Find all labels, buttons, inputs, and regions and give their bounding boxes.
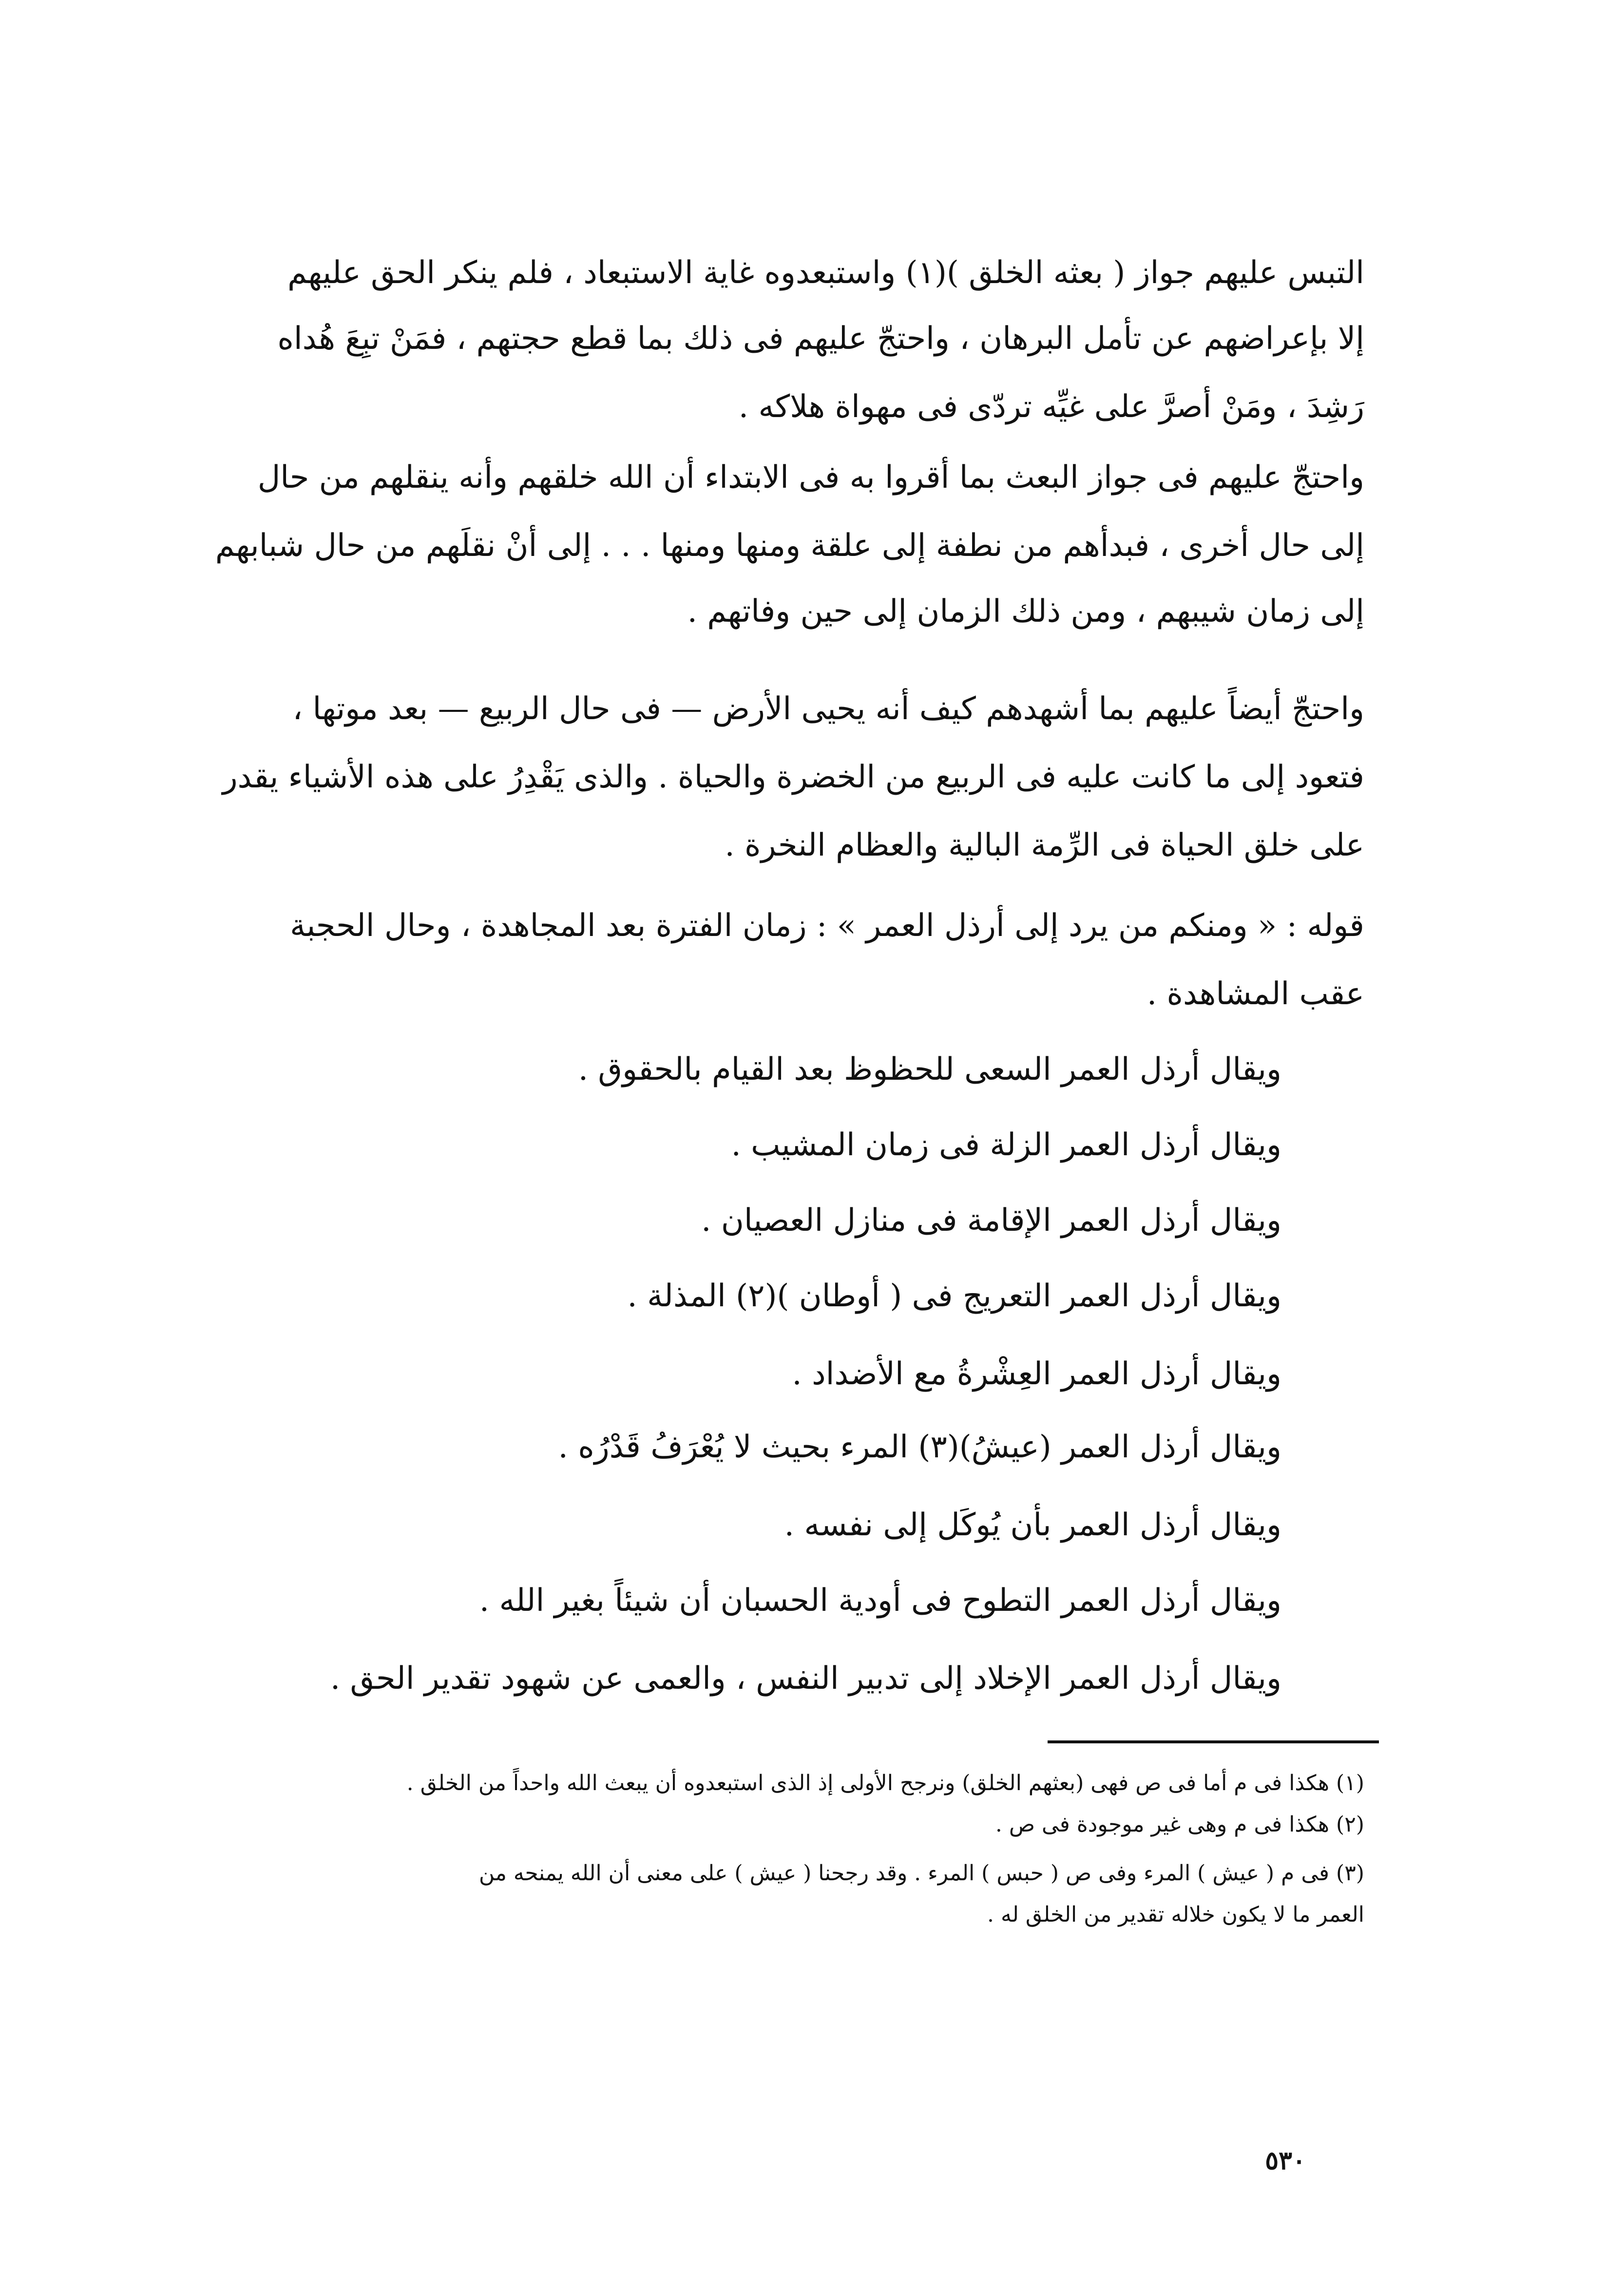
- paragraph-2-line-1: واحتجّ عليهم فى جواز البعث بما أقروا به فى الابتداء أن الله خلقهم وأنه ينقلهم من حال: [257, 459, 1364, 496]
- saying-text: ويقال أرذل العمر بأن يُوكَل إلى نفسه .: [784, 1507, 1281, 1543]
- saying-item-6: [312, 1420, 1364, 1474]
- footnote-2: (٢) هكذا فى م وهى غير موجودة فى ص .: [995, 1812, 1364, 1837]
- saying-item-8: [312, 1574, 1364, 1627]
- saying-item-3: [312, 1194, 1364, 1247]
- saying-item-5: [312, 1347, 1364, 1401]
- paragraph-4-line-2: عقب المشاهدة .: [1146, 976, 1364, 1012]
- saying-text: ويقال أرذل العمر (عيشُ)(٣) المرء بحيث لا يُعْرَفُ قَدْرُه .: [558, 1429, 1281, 1465]
- paragraph-1-line-2: إلا بإعراضهم عن تأمل البرهان ، واحتجّ عليهم فى ذلك بما قطع حجتهم ، فمَنْ تبِعَ هُداه: [277, 321, 1364, 357]
- paragraph-4-line-1: قوله : « ومنكم من يرد إلى أرذل العمر » : زمان الفترة بعد المجاهدة ، وحال الحجبة: [290, 908, 1364, 944]
- saying-item-1: [312, 1043, 1364, 1096]
- paragraph-2-line-2: إلى حال أخرى ، فبدأهم من نطفة إلى علقة ومنها ومنها . . . إلى أنْ نقلَهم من حال شبابهم: [215, 528, 1364, 564]
- paragraph-3-line-3: على خلق الحياة فى الرِّمة البالية والعظام النخرة .: [725, 827, 1364, 863]
- saying-text: ويقال أرذل العمر الإخلاد إلى تدبير النفس ، والعمى عن شهود تقدير الحق .: [330, 1661, 1281, 1697]
- paragraph-2-line-3: إلى زمان شيبهم ، ومن ذلك الزمان إلى حين وفاتهم .: [687, 593, 1364, 630]
- saying-text: ويقال أرذل العمر التعريج فى ( أوطان )(٢) المذلة .: [627, 1278, 1281, 1314]
- paragraph-1-line-1: التبس عليهم جواز ( بعثه الخلق )(١) واستبعدوه غاية الاستبعاد ، فلم ينكر الحق عليهم: [287, 255, 1364, 291]
- footnote-3-continuation: العمر ما لا يكون خلاله تقدير من الخلق له .: [987, 1902, 1364, 1927]
- saying-item-9: [312, 1652, 1364, 1705]
- saying-item-7: [312, 1498, 1364, 1552]
- saying-text: ويقال أرذل العمر التطوح فى أودية الحسبان أن شيئاً بغير الله .: [479, 1583, 1281, 1619]
- page-number: ٥٣٠: [1265, 2146, 1306, 2176]
- footnote-1: (١) هكذا فى م أما فى ص فهى (بعثهم الخلق) ونرجح الأولى إذ الذى استبعدوه أن يبعث الله واحداً من الخلق .: [406, 1771, 1364, 1795]
- paragraph-3-line-2: فتعود إلى ما كانت عليه فى الربيع من الخضرة والحياة . والذى يَقْدِرُ على هذه الأشياء يقدر: [222, 759, 1364, 795]
- saying-item-4: [312, 1269, 1364, 1323]
- saying-item-2: [312, 1118, 1364, 1172]
- footnote-3: (٣) فى م ( عيش ) المرء وفى ص ( حبس ) المرء . وقد رجحنا ( عيش ) على معنى أن الله يمنحه من: [478, 1861, 1364, 1886]
- paragraph-1-line-3: رَشِدَ ، ومَنْ أصرَّ على غيِّه تردّى فى مهواة هلاكه .: [738, 389, 1364, 425]
- paragraph-3-line-1: واحتجّ أيضاً عليهم بما أشهدهم كيف أنه يحيى الأرض — فى حال الربيع — بعد موتها ،: [292, 691, 1364, 727]
- saying-text: ويقال أرذل العمر الزلة فى زمان المشيب .: [731, 1127, 1281, 1163]
- saying-text: ويقال أرذل العمر السعى للحظوظ بعد القيام بالحقوق .: [578, 1051, 1281, 1088]
- saying-text: ويقال أرذل العمر الإقامة فى منازل العصيان .: [701, 1203, 1281, 1239]
- footnote-separator: [1048, 1740, 1379, 1743]
- saying-text: ويقال أرذل العمر العِشْرةُ مع الأضداد .: [792, 1356, 1281, 1392]
